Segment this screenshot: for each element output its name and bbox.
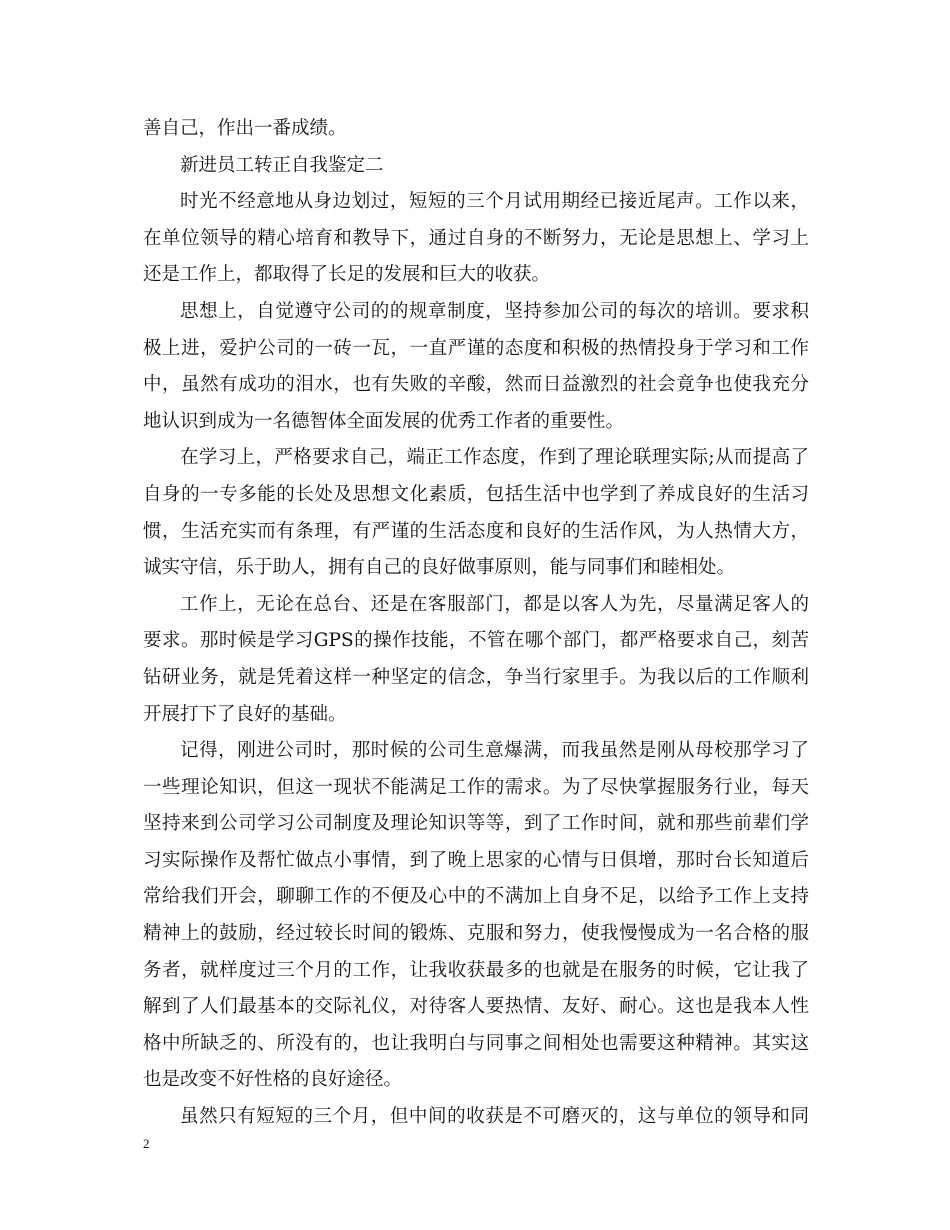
text-line: 也是改变不好性格的良好途径。 — [143, 1069, 403, 1091]
text-line: 时光不经意地从身边划过，短短的三个月试用期经已接近尾声。工作以来， — [180, 191, 809, 213]
text-line: 惯，生活充实而有条理，有严谨的生活态度和良好的生活作风，为人热情大方， — [143, 520, 809, 542]
text-line: 新进员工转正自我鉴定二 — [180, 154, 384, 176]
text-line: 习实际操作及帮忙做点小事情，到了晚上思家的心情与日俱增，那时台长知道后 — [143, 849, 809, 871]
text-line: 开展打下了良好的基础。 — [143, 703, 347, 725]
text-line: 精神上的鼓励，经过较长时间的锻炼、克服和努力，使我慢慢成为一名合格的服 — [143, 923, 809, 945]
text-line: 钻研业务，就是凭着这样一种坚定的信念，争当行家里手。为我以后的工作顺利 — [143, 666, 809, 688]
text-line: 诚实守信，乐于助人，拥有自己的良好做事原则，能与同事们和睦相处。 — [143, 557, 736, 579]
text-line: 记得，刚进公司时，那时候的公司生意爆满，而我虽然是刚从母校那学习了 — [180, 740, 809, 762]
text-line: 地认识到成为一名德智体全面发展的优秀工作者的重要性。 — [143, 410, 625, 432]
text-line: 一些理论知识，但这一现状不能满足工作的需求。为了尽快掌握服务行业，每天 — [143, 776, 809, 798]
text-line: 在学习上，严格要求自己，端正工作态度，作到了理论联理实际;从而提高了 — [180, 447, 809, 469]
text-line: 格中所缺乏的、所没有的，也让我明白与同事之间相处也需要这种精神。其实这 — [143, 1032, 809, 1054]
text-line: 善自己，作出一番成绩。 — [143, 118, 347, 139]
text-line: 解到了人们最基本的交际礼仪，对待客人要热情、友好、耐心。这也是我本人性 — [143, 996, 809, 1018]
text-line: 坚持来到公司学习公司制度及理论知识等等，到了工作时间，就和那些前辈们学 — [143, 813, 809, 835]
text-line: 务者，就样度过三个月的工作，让我收获最多的也就是在服务的时候，它让我了 — [143, 959, 809, 981]
text-line: 还是工作上，都取得了长足的发展和巨大的收获。 — [143, 264, 551, 286]
text-line: 工作上，无论在总台、还是在客服部门，都是以客人为先，尽量满足客人的 — [180, 593, 809, 615]
page-number: 2 — [143, 1136, 150, 1151]
text-line: 中，虽然有成功的泪水，也有失败的辛酸，然而日益激烈的社会竟争也使我充分 — [143, 374, 809, 396]
text-line: 思想上，自觉遵守公司的的规章制度，坚持参加公司的每次的培训。要求积 — [180, 300, 809, 322]
text-line: 常给我们开会，聊聊工作的不便及心中的不满加上自身不足，以给予工作上支持 — [143, 886, 809, 908]
text-line: 在单位领导的精心培育和教导下，通过自身的不断努力，无论是思想上、学习上 — [143, 227, 809, 249]
text-line: 自身的一专多能的长处及思想文化素质，包括生活中也学到了养成良好的生活习 — [143, 483, 809, 505]
text-line: 虽然只有短短的三个月，但中间的收获是不可磨灭的，这与单位的领导和同 — [180, 1106, 809, 1128]
text-line: 极上进，爱护公司的一砖一瓦，一直严谨的态度和积极的热情投身于学习和工作 — [143, 337, 809, 359]
text-line: 要求。那时候是学习GPS的操作技能，不管在哪个部门，都严格要求自己，刻苦 — [143, 630, 809, 652]
document-body — [143, 111, 809, 1136]
